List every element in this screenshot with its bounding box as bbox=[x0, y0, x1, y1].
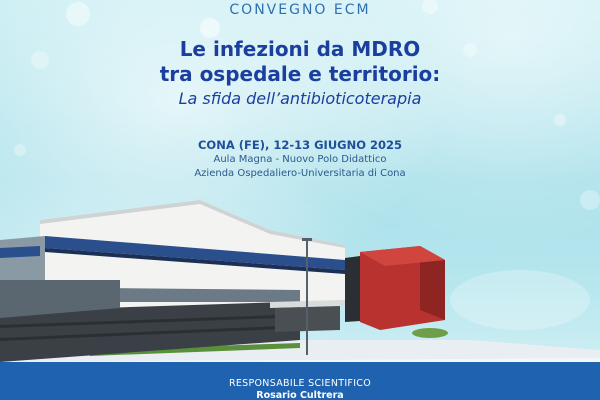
hospital-building-illustration bbox=[0, 190, 600, 380]
event-date-place: CONA (FE), 12-13 GIUGNO 2025 bbox=[197, 138, 403, 152]
event-title-line2: tra ospedale e territorio: bbox=[159, 62, 441, 86]
venue-line2: Azienda Ospedaliero-Universitaria di Cona bbox=[194, 168, 406, 179]
event-subtitle: La sfida dell’antibioticoterapia bbox=[178, 89, 422, 108]
event-title-line1: Le infezioni da MDRO bbox=[179, 37, 421, 61]
footer-bar bbox=[0, 362, 600, 400]
venue-line1: Aula Magna - Nuovo Polo Didattico bbox=[213, 154, 387, 165]
scientific-lead-label: RESPONSABILE SCIENTIFICO bbox=[228, 378, 372, 389]
event-type: CONVEGNO ECM bbox=[229, 2, 371, 18]
scientific-lead-name: Rosario Cultrera bbox=[256, 390, 344, 400]
